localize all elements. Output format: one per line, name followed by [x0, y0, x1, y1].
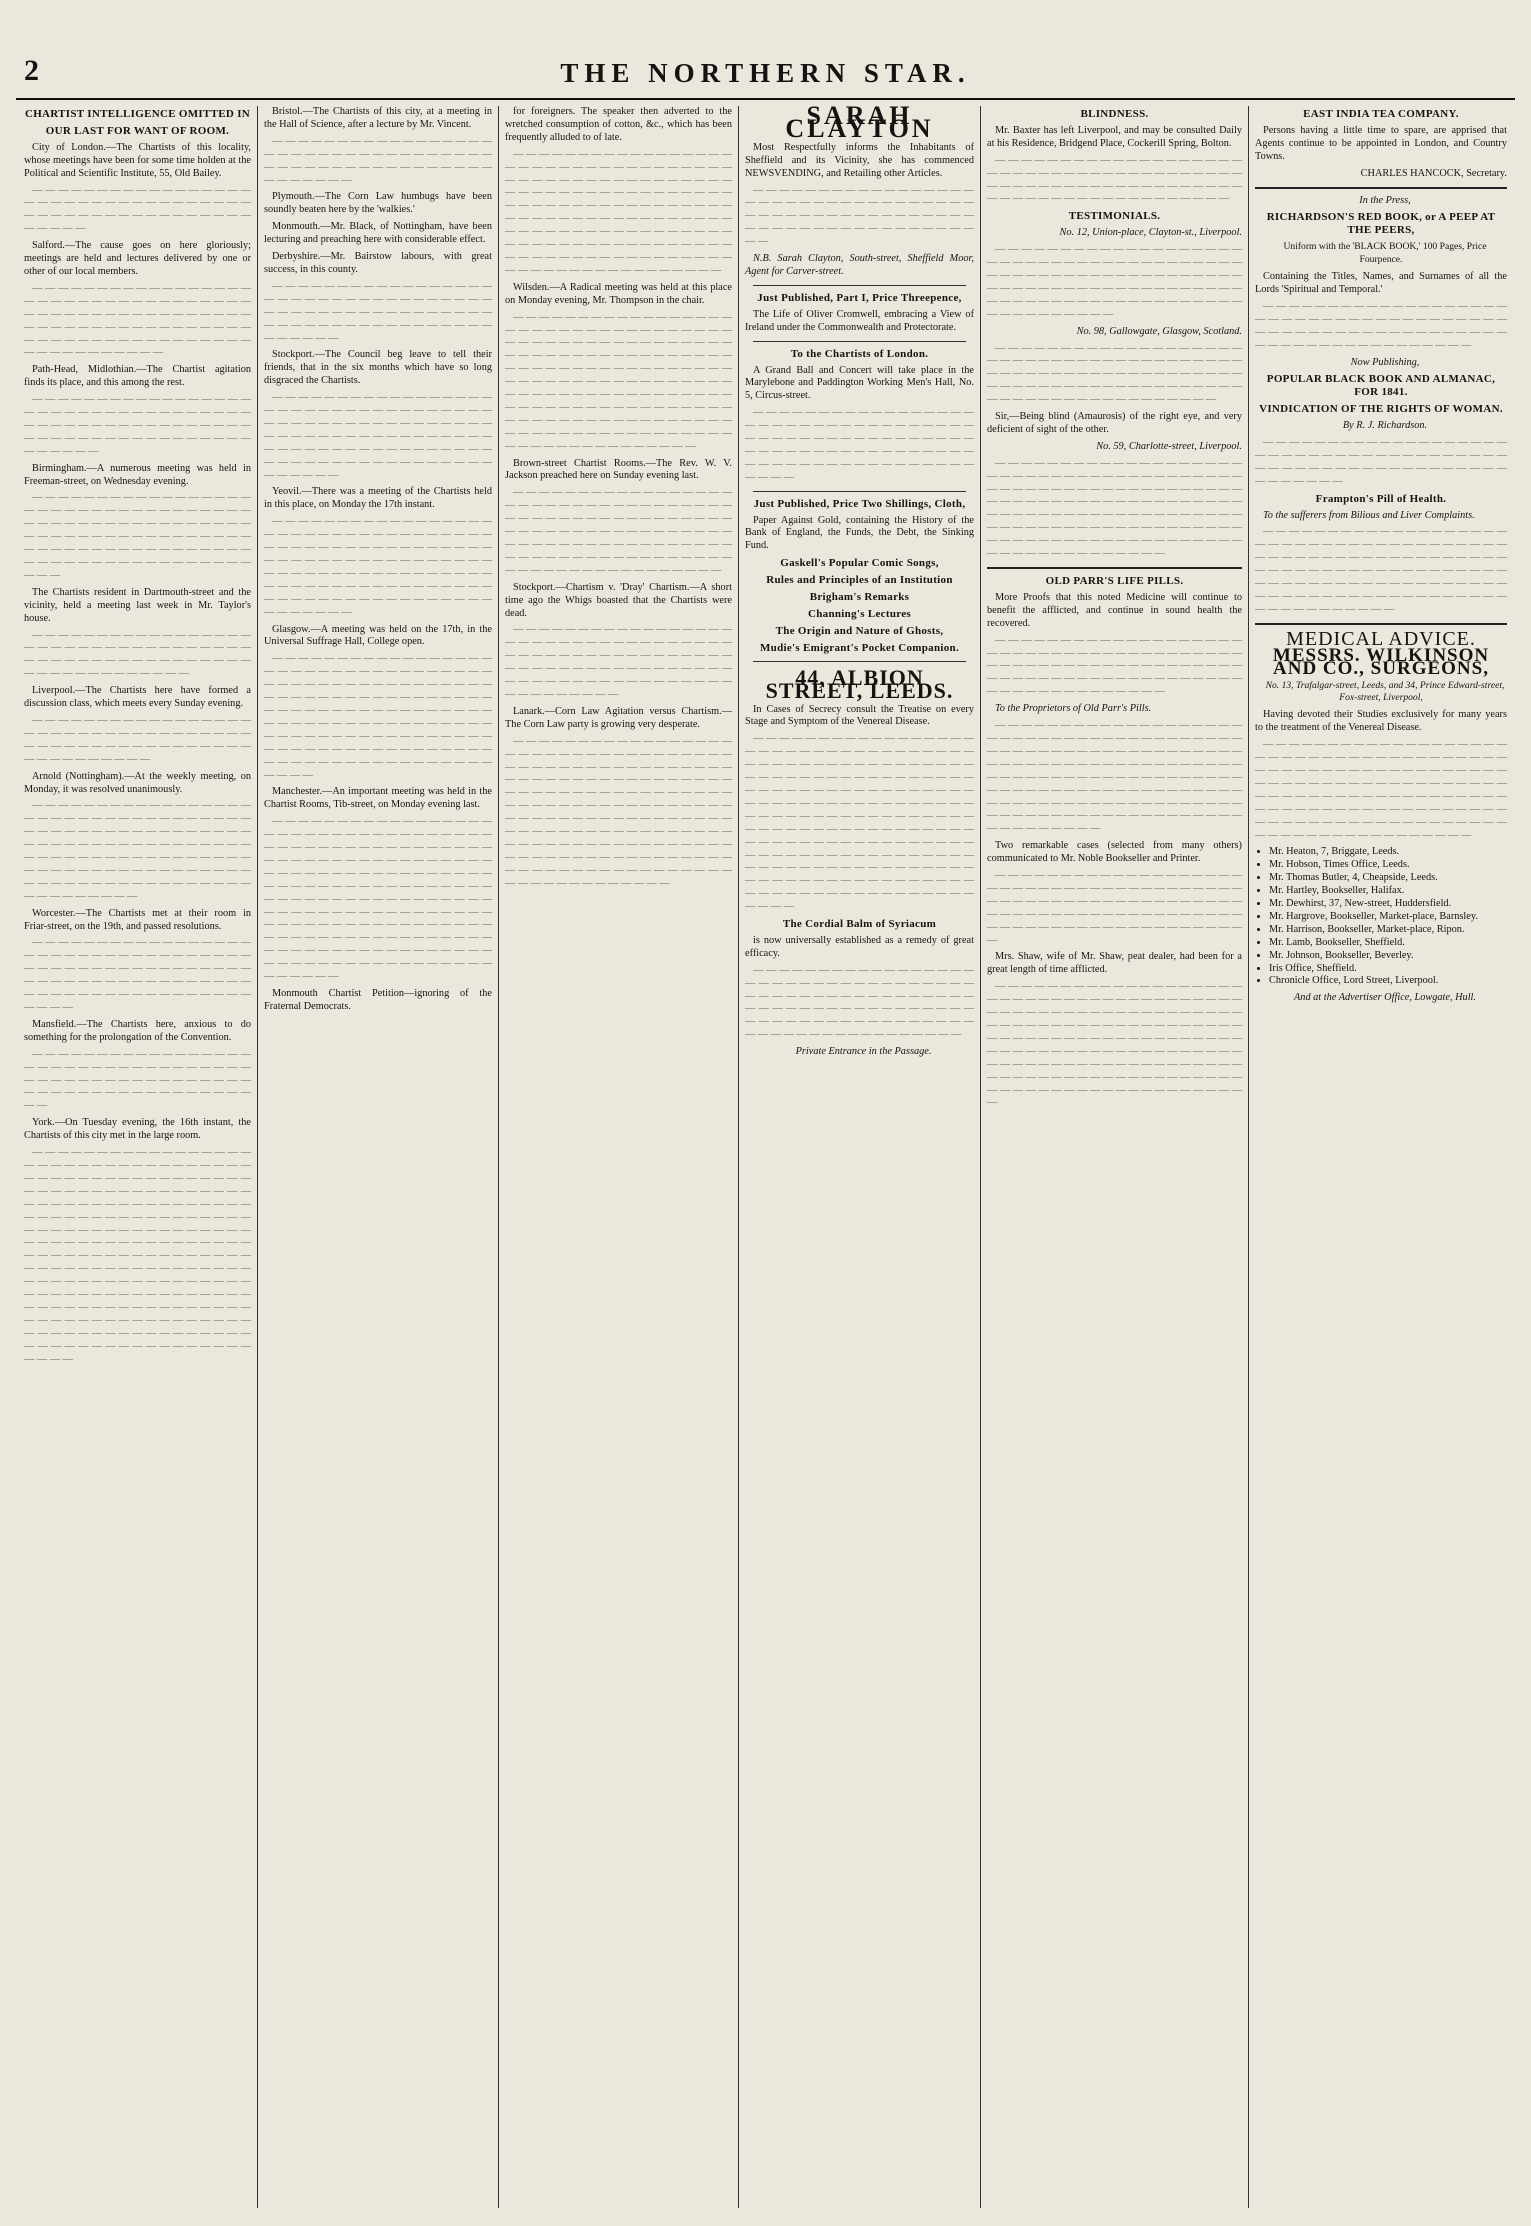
agent-item: • Mr. Heaton, 7, Briggate, Leeds. — [1269, 846, 1507, 859]
text-block: — — — — — — — — — — — — — — — — — — — — — — — — — — — — — — — — — — — — — — — — — — — — — — — — — — — — — — — — — — — — — — — — — — — — — — — — — — — — — — — — — — — — — — — — — — [745, 407, 974, 483]
text-block: — — — — — — — — — — — — — — — — — — — — — — — — — — — — — — — — — — — — — — — — — — — — — — — — — — — — — — — — — — — — — — — — — — — — — — — — — — — — — — — — — — — — — — — — — — — — — — — — — — — — — — — — — — [24, 492, 251, 581]
ad-subtitle: Uniform with the 'BLACK BOOK,' 100 Pages, Price Fourpence. — [1283, 241, 1487, 266]
text-block: — — — — — — — — — — — — — — — — — — — — — — — — — — — — — — — — — — — — — — — — — — — — — — — — — — — — — — — — — — — — — — — — — — — — — — — — — — — — — — — — — — — — — — — — — — — — — — — — — — — — — — — — — — — — — — — — — — — — — — — — — — — — — — — — — [24, 800, 251, 902]
text-block: — — — — — — — — — — — — — — — — — — — — — — — — — — — — — — — — — — — — — — — — — — — — — — — — — — — — — — — — — — — — — — — — — — — — — — — — — — — — — — — — — — — — — — — — — — — — — — — — — — — — — — — — — — — — — — — — — — — — — — — — — — — — — — [1255, 526, 1507, 615]
ad-title: Mudie's Emigrant's Pocket Companion. — [759, 641, 960, 654]
article-paragraph: Glasgow.—A meeting was held on the 17th, in the Universal Suffrage Hall, College open. — [264, 623, 492, 648]
ad-title: VINDICATION OF THE RIGHTS OF WOMAN. — [1259, 403, 1503, 416]
ad-title: POPULAR BLACK BOOK AND ALMANAC, FOR 1841. — [1266, 373, 1496, 399]
section-subheading: OUR LAST FOR WANT OF ROOM. — [45, 124, 230, 137]
ad-title: Just Published, Price Two Shillings, Cloth, — [753, 497, 966, 510]
column-1 — [18, 106, 258, 2208]
text-block: — — — — — — — — — — — — — — — — — — — — — — — — — — — — — — — — — — — — — — — — — — — — — — — — — — — — — — — — — — — — — — — — — — — — — — — — — — — — — — — — — — — — — — — — — — — — — — — — — — — — — — — — — — — — — — — — — — — — — — — — — — — — — — — — — — — — — — — — — — — — — — — — — — — — — — — — — — — — — — — — — — — — — — — — — — — — — — — — — — — — — — — — — — — — — — — — — — — — — — — — — — — — — — — — — — — [264, 816, 492, 983]
ad-text: A Grand Ball and Concert will take place in the Marylebone and Paddington Working Men's Hall, No. 5, Circus-street. — [745, 364, 974, 402]
ad-address: No. 13, Trafalgar-street, Leeds, and 34, Prince Edward-street, Fox-street, Liverpool, — [1265, 679, 1505, 704]
section-heading: TESTIMONIALS. — [1068, 210, 1161, 223]
text-block: — — — — — — — — — — — — — — — — — — — — — — — — — — — — — — — — — — — — — — — — — — — — — — — — — — — — — — — — — — — — — — — — — — — — — — — [745, 184, 974, 248]
ad-text: The Life of Oliver Cromwell, embracing a View of Ireland under the Commonwealth and Protectorate. — [745, 308, 974, 333]
ad-footer: And at the Advertiser Office, Lowgate, Hull. — [1294, 992, 1476, 1004]
text-block: — — — — — — — — — — — — — — — — — — — — — — — — — — — — — — — — — — — — — — — — — — — — — — — — — — — — — — — — — — — — — — — — — — — — — — — — — — — — — — — — — — — — — — — — — — — — — — — — — — — — — — — — — — — — — — — — — — — — — — — — — — — — — — — — — — — — — — — — — — — — — — — — — — — — — — — — — — — — — — [264, 653, 492, 781]
article-paragraph: for foreigners. The speaker then adverted to the wretched consumption of cotton, &c., which has been frequently alluded to of late. — [505, 106, 732, 143]
article-paragraph: Worcester.—The Chartists met at their room in Friar-street, on the 19th, and passed resolutions. — [24, 907, 251, 932]
divider — [753, 285, 966, 286]
agent-item: • Mr. Harrison, Bookseller, Market-place, Ripon. — [1269, 924, 1507, 937]
text-block: — — — — — — — — — — — — — — — — — — — — — — — — — — — — — — — — — — — — — — — — — — — — — — — — — — — — — — — — — — — — — — — — — — — — — — — — — — — — — — — — — — — — — — — — — — — — — — — — — — — — — — — — — — — — — — — — — — — — — — — — — — — — — — — — — — — — — — — — — — — — — — — — — — — — — — — — — — — — — — — — — — — — — — — — — — — — — — — — — — — — — — — — — — — — — — — — — — — — — — — — — — — — — — — — — — — — — — — — — — — — — — — — — — [745, 733, 974, 913]
article-paragraph: Monmouth.—Mr. Black, of Nottingham, have been lecturing and preaching here with considerable effect. — [264, 221, 492, 246]
text-block: — — — — — — — — — — — — — — — — — — — — — — — — — — — — — — — — — — — — — — — — — — — — — — — — — — — — — — — — — — — — — — — — — — — — — — — — — — — — — — — — — — — — — — — — — — — — — — — — — — — — — — — [745, 964, 974, 1041]
ad-title: Rules and Principles of an Institution — [766, 574, 953, 587]
article-paragraph: Mansfield.—The Chartists here, anxious to do something for the prolongation of the Convention. — [24, 1018, 251, 1043]
article-paragraph: Stockport.—Chartism v. 'Dray' Chartism.—A short time ago the Whigs boasted that the Chartists were dead. — [505, 581, 732, 619]
ad-text: More Proofs that this noted Medicine will continue to benefit the afflicted, and continue in sound health the recovered. — [987, 591, 1242, 629]
ad-text: Containing the Titles, Names, and Surnames of all the Lords 'Spiritual and Temporal.' — [1255, 271, 1507, 295]
ad-text: In Cases of Secrecy consult the Treatise on every Stage and Symptom of the Venereal Disease. — [745, 703, 974, 728]
text-block: — — — — — — — — — — — — — — — — — — — — — — — — — — — — — — — — — — — — — — — — — — — — — — — — — — — — — — — — — — — — — — [24, 714, 251, 765]
text-block: — — — — — — — — — — — — — — — — — — — — — — — — — — — — — — — — — — — — — — — — — — — — — — — — — — — — — — — — — — — — — — — — — — — — — — — — — — — [24, 394, 251, 457]
ad-title: 44, ALBION STREET, LEEDS. — [765, 664, 954, 703]
article-paragraph: Brown-street Chartist Rooms.—The Rev. W. V. Jackson preached here on Sunday evening last. — [505, 457, 732, 482]
ad-title: The Origin and Nature of Ghosts, — [775, 624, 944, 637]
article-paragraph: Bristol.—The Chartists of this city, at a meeting in the Hall of Science, after a lecture by Mr. Vincent. — [264, 106, 492, 130]
article-paragraph: Plymouth.—The Corn Law humbugs have been soundly beaten here by the 'walkies.' — [264, 191, 492, 216]
article-paragraph: Birmingham.—A numerous meeting was held in Freeman-street, on Wednesday evening. — [24, 462, 251, 487]
agent-item: • Mr. Thomas Butler, 4, Cheapside, Leeds. — [1269, 872, 1507, 885]
page-number: 2 — [24, 54, 39, 87]
ad-text: Persons having a little time to spare, are apprised that Agents continue to be appointed in London, and Country Towns. — [1255, 124, 1507, 162]
ad-title: To the Chartists of London. — [790, 347, 929, 360]
text-block: — — — — — — — — — — — — — — — — — — — — — — — — — — — — — — — — — — — — — — — — — — — — — — — — — — — — — — — — — — — — — — — — — — — — — — — — — — — — — — — — — — — — — — — — — — — — — — — — — — — — — — — — — — — — — [264, 392, 492, 481]
text-block: — — — — — — — — — — — — — — — — — — — — — — — — — — — — — — — — — — — — — — — — — — — — — — — — — — — — — — — — — — — — — — — — — [24, 629, 251, 680]
ad-text: Mrs. Shaw, wife of Mr. Shaw, peat dealer, had been for a great length of time afflicted. — [987, 951, 1242, 976]
text-block: — — — — — — — — — — — — — — — — — — — — — — — — — — — — — — — — — — — — — — — — — — — — — — — — — — — — — — — — — — — — — — — — — — — — — — — — — — — — — — — — — — — — — — — — — — — — — — [987, 634, 1242, 698]
divider — [753, 661, 966, 662]
article-paragraph: Monmouth Chartist Petition—ignoring of the Fraternal Democrats. — [264, 988, 492, 1012]
ad-title: OLD PARR'S LIFE PILLS. — [1045, 575, 1184, 587]
columns — [18, 106, 1513, 2208]
text-block: — — — — — — — — — — — — — — — — — — — — — — — — — — — — — — — — — — — — — — — — — — — — — — — — — — — — — — — — — — — — — — — — — — — — — — — — — — — — — — — — — — — — — — — — — — — — — — — — — — — — — — — — — — — — — — — — — — — — — — — — — — — — — — — — — — — — — — — — — — — — — — — — — — — — — — — — — — — — — — — — — — — — — — — — — — — — — — — — — — — — — — — — — — — — — — — — — — — — — — — — — [505, 735, 732, 889]
text-block: — — — — — — — — — — — — — — — — — — — — — — — — — — — — — — — — — — — — — — — — — — — — — — — — — — — — — — — — — — — — — — — — — — — — — — — — — — — — — — — — — — — — — — — — — — — — — — — — — — [987, 342, 1242, 406]
ad-text: To the sufferers from Bilious and Liver Complaints. — [1263, 509, 1475, 521]
article-paragraph: Salford.—The cause goes on here gloriously; meetings are held and lectures delivered by one or other of our local members. — [24, 240, 251, 277]
article-paragraph: Liverpool.—The Chartists here have formed a discussion class, which meets every Sunday evening. — [24, 685, 251, 710]
newspaper-title: THE NORTHERN STAR. — [560, 58, 971, 88]
ad-title: Just Published, Part I, Price Threepence, — [757, 291, 962, 304]
article-paragraph: Arnold (Nottingham).—At the weekly meeting, on Monday, it was resolved unanimously. — [24, 770, 251, 795]
text-block: — — — — — — — — — — — — — — — — — — — — — — — — — — — — — — — — — — — — — — — — — — — — — — — — — — — — — — — — — — — — — — — — — — — — — — — — — — — — — — — — — — — — — — — — — — — — — — — — — — — — — — — — — — — — — — [987, 244, 1242, 320]
text-block: — — — — — — — — — — — — — — — — — — — — — — — — — — — — — — — — — — — — — — — — — — — — — — — — — — — — — — — — — [24, 184, 251, 235]
text-block: — — — — — — — — — — — — — — — — — — — — — — — — — — — — — — — — — — — — — — — — — — — — — — — — — — — — — — — — — — — — — — — — — — — — — — — — — — — — — — — — — — — — — — — — — — — — — — — [505, 624, 732, 700]
article-paragraph: City of London.—The Chartists of this locality, whose meetings have been for some time holden at the Political and Scientific Institute, 55, Old Bailey. — [24, 141, 251, 179]
ad-title: EAST INDIA TEA COMPANY. — [1303, 108, 1459, 120]
agent-item: • Mr. Hobson, Times Office, Leeds. — [1269, 859, 1507, 872]
ad-text: Two remarkable cases (selected from many others) communicated to Mr. Noble Bookseller and Printer. — [987, 840, 1242, 865]
article-paragraph: Stockport.—The Council beg leave to tell their friends, that in the six months which have so long disgraced the Chartists. — [264, 349, 492, 387]
testimonial-text: Sir,—Being blind (Amaurosis) of the right eye, and very deficient of sight of the other. — [987, 411, 1242, 435]
ad-title: MESSRS. WILKINSON AND CO., SURGEONS, — [1272, 644, 1490, 679]
text-block: — — — — — — — — — — — — — — — — — — — — — — — — — — — — — — — — — — — — — — — — — — — — — — — — — — — — — — — — — — — — — — — — — — — — — — — — — — — — — — — — — — — — — — — — — — — — — — — — — — — — — — — — — — — — — — — — — — — — — — — — — — — — — — — — — — — — — — — — — — — — — — — — — — — — — — — — — — — — — — — — — — — — — — — — — — — — — — — — — — — — — — — — — — [505, 311, 732, 452]
column-2 — [258, 106, 499, 2208]
text-block: — — — — — — — — — — — — — — — — — — — — — — — — — — — — — — — — — — — — — — — — — — — — — — — — — — — — — — — — — — — — — — — — — — — — — — — — — — — — — — — — — — — — — — — — — — — — — — — — — — — — — — — — — — — — — — — — — — — — — — — — [505, 487, 732, 576]
testimonial-address: No. 12, Union-place, Clayton-st., Liverpool. — [1059, 227, 1242, 239]
ad-footer: Private Entrance in the Passage. — [795, 1046, 932, 1058]
divider — [1255, 623, 1507, 625]
article-paragraph: Wilsden.—A Radical meeting was held at this place on Monday evening, Mr. Thompson in the chair. — [505, 281, 732, 306]
divider — [1255, 187, 1507, 189]
ad-title: Frampton's Pill of Health. — [1315, 492, 1447, 505]
text-block: — — — — — — — — — — — — — — — — — — — — — — — — — — — — — — — — — — — — — — — — — — — — — — — — — — — — — — — — — — — — — — — — — — — — — — — — — — — — — — — [987, 154, 1242, 205]
article-paragraph: Derbyshire.—Mr. Bairstow labours, with great success, in this county. — [264, 251, 492, 275]
divider — [987, 567, 1242, 569]
article-paragraph: Manchester.—An important meeting was held in the Chartist Rooms, Tib-street, on Monday evening last. — [264, 786, 492, 811]
testimonial-address: No. 59, Charlotte-street, Liverpool. — [1096, 440, 1242, 452]
article-paragraph: Lanark.—Corn Law Agitation versus Chartism.—The Corn Law party is growing very desperate. — [505, 705, 732, 730]
text-block: — — — — — — — — — — — — — — — — — — — — — — — — — — — — — — — — — — — — — — — — — — — — — — — — — — — — — — — — — — — — — — — — — — — — — — — — — — — [264, 280, 492, 344]
article-paragraph: The Chartists resident in Dartmouth-street and the vicinity, held a meeting last week in Mr. Taylor's house. — [24, 586, 251, 624]
column-4 — [739, 106, 981, 2208]
column-3 — [499, 106, 739, 2208]
text-block: — — — — — — — — — — — — — — — — — — — — — — — — — — — — — — — — — — — — — — — — — — — — — — — — — — — — — — — — — — — — — — — — — — — — — — — — — — — — — — — — — — — — — — — — — — — — — — — — — — — — — [987, 870, 1242, 946]
agent-item: • Mr. Dewhirst, 37, New-street, Huddersfield. — [1269, 898, 1507, 911]
agent-item: • Iris Office, Sheffield. — [1269, 963, 1507, 976]
ad-title: RICHARDSON'S RED BOOK, or A PEEP AT THE PEERS, — [1266, 211, 1496, 237]
text-block: — — — — — — — — — — — — — — — — — — — — — — — — — — — — — — — — — — — — — — — — — — — — — — — — — — — — — — — — — — — — — — — — — — — — — — — — — — — — — — — — — — — — — — — — — — — — — — — — — — — — — — — — — — — — — — — — — — — — — — — — — — — — — — — — — — — — — — — — — — — — — — — — — — — — — — — — — — [987, 457, 1242, 560]
ad-text: Paper Against Gold, containing the History of the Bank of England, the Funds, the Debt, the Sinking Fund. — [745, 514, 974, 552]
ad-title: SARAH CLAYTON — [785, 106, 934, 143]
ad-title: Gaskell's Popular Comic Songs, — [780, 557, 939, 570]
text-block: — — — — — — — — — — — — — — — — — — — — — — — — — — — — — — — — — — — — — — — — — — — — — — — — — — — — — — — — — — — — — — — — — — — — — — — — — — — — — — — — — — — — — — — — — — — — — — — — — — — — — — — — — — — — — — — — — — — — — — — — — — — — — — — — — — — — — — — — — — — — — — — — — — — — — — — — — — — — — — — — — — — — — — — — — [987, 720, 1242, 835]
ad-title: Brigham's Remarks — [809, 591, 910, 604]
article-paragraph: Yeovil.—There was a meeting of the Chartists held in this place, on Monday the 17th instant. — [264, 486, 492, 511]
ad-title: MEDICAL ADVICE. — [1286, 627, 1476, 650]
ad-signature: N.B. Sarah Clayton, South-street, Sheffield Moor, Agent for Carver-street. — [745, 253, 974, 277]
ad-text: Having devoted their Studies exclusively for many years to the treatment of the Venereal Disease. — [1255, 709, 1507, 734]
publishing-notice: Now Publishing, — [1350, 356, 1420, 368]
ad-signature: To the Proprietors of Old Parr's Pills. — [995, 703, 1152, 715]
text-block: — — — — — — — — — — — — — — — — — — — — — — — — — — — — — — — — — — — — — — — — — — — — — — — — — — — — — — — — — — — [264, 135, 492, 186]
agent-list — [1255, 846, 1507, 988]
section-heading: CHARTIST INTELLIGENCE OMITTED IN — [24, 108, 251, 120]
testimonial-address: No. 98, Gallowgate, Glasgow, Scotland. — [1076, 325, 1242, 337]
article-paragraph: Path-Head, Midlothian.—The Chartist agitation finds its place, and this among the rest. — [24, 364, 251, 389]
text-block: — — — — — — — — — — — — — — — — — — — — — — — — — — — — — — — — — — — — — — — — — — — — — — — — — — — — — — — — — — — — — — — — — [1255, 437, 1507, 487]
ad-author: By R. J. Richardson. — [1342, 420, 1428, 432]
ad-title: Channing's Lectures — [808, 608, 911, 620]
text-block: — — — — — — — — — — — — — — — — — — — — — — — — — — — — — — — — — — — — — — — — — — — — — — — — — — — — — — — — — — — — — — — — — — — — — — — [24, 1048, 251, 1112]
ad-text: Mr. Baxter has left Liverpool, and may be consulted Daily at his Residence, Bridgend Place, Cockerill Spring, Bolton. — [987, 124, 1242, 149]
agent-item: • Mr. Hargrove, Bookseller, Market-place, Barnsley. — [1269, 911, 1507, 924]
column-5 — [981, 106, 1249, 2208]
text-block: — — — — — — — — — — — — — — — — — — — — — — — — — — — — — — — — — — — — — — — — — — — — — — — — — — — — — — — — — — — — — — — — — — — — — — — — — — — — — — — — — — — — — — — — — — — — — — — — — — — — — — — — — — — — — — — — — — — — — — — — — — — — — — — — — — — — — — — — — — — — — — — — — — — — — — — [1255, 739, 1507, 841]
article-paragraph: York.—On Tuesday evening, the 16th instant, the Chartists of this city met in the large room. — [24, 1117, 251, 1142]
masthead-rule — [16, 98, 1515, 100]
text-block: — — — — — — — — — — — — — — — — — — — — — — — — — — — — — — — — — — — — — — — — — — — — — — — — — — — — — — — — — — — — — — — — — — — — — — — — — — — [1255, 300, 1507, 351]
divider — [753, 491, 966, 492]
ad-signature: CHARLES HANCOCK, Secretary. — [1360, 167, 1507, 179]
text-block: — — — — — — — — — — — — — — — — — — — — — — — — — — — — — — — — — — — — — — — — — — — — — — — — — — — — — — — — — — — — — — — — — — — — — — — — — — — — — — — — — — — — — — — — — — — — — — — — — [24, 282, 251, 359]
agent-item: • Mr. Johnson, Bookseller, Beverley. — [1269, 950, 1507, 963]
text-block: — — — — — — — — — — — — — — — — — — — — — — — — — — — — — — — — — — — — — — — — — — — — — — — — — — — — — — — — — — — — — — — — — — — — — — — — — — — — — — — — — — — — — — — — — — — — — — — — — — — — — — — — — — — — — — — — — — — — — — — — — — — — — — — — — — — — — — — — — — — — — — — — — — — — — — — — — — — — — — — — — — — — — — — — — — — — — — — — — — — — — [987, 981, 1242, 1109]
ad-title: BLINDNESS. — [1080, 108, 1149, 120]
text-block: — — — — — — — — — — — — — — — — — — — — — — — — — — — — — — — — — — — — — — — — — — — — — — — — — — — — — — — — — — — — — — — — — — — — — — — — — — — — — — — — — — — — — — — — — — — — — — — — — — — — — — — — — — — — — — — — — — — — — — — — — — — — — — — [264, 516, 492, 618]
text-block: — — — — — — — — — — — — — — — — — — — — — — — — — — — — — — — — — — — — — — — — — — — — — — — — — — — — — — — — — — — — — — — — — — — — — — — — — — — — — — — — — — — — — — — — — — — — — — — — — — — — — — — — — — — — — — — — — — — — — — — — — — — — — — — — — — — — — — — — — — — — — — — — — — — — — — — — — — — — — — — — — — — — — — — — — — — [505, 148, 732, 276]
ad-text: is now universally established as a remedy of great efficacy. — [745, 934, 974, 959]
masthead — [0, 52, 1531, 92]
ad-title: The Cordial Balm of Syriacum — [782, 918, 937, 931]
press-notice: In the Press, — [1359, 194, 1411, 206]
divider — [753, 341, 966, 342]
column-6 — [1249, 106, 1513, 2208]
ad-text: Most Respectfully informs the Inhabitants of Sheffield and its Vicinity, she has commenced NEWSVENDING, and Retailing other Articles. — [745, 141, 974, 179]
agent-item: • Mr. Lamb, Bookseller, Sheffield. — [1269, 937, 1507, 950]
agent-item: • Chronicle Office, Lord Street, Liverpool. — [1269, 975, 1507, 988]
agent-item: • Mr. Hartley, Bookseller, Halifax. — [1269, 885, 1507, 898]
text-block: — — — — — — — — — — — — — — — — — — — — — — — — — — — — — — — — — — — — — — — — — — — — — — — — — — — — — — — — — — — — — — — — — — — — — — — — — — — — — — — — — — — — — — — — — — — — — — — — — — — — — — — — — — — — — — — — — — — — — — — — — — — — — — — — — — — — — — — — — — — — — — — — — — — — — — — — — — — — — — — — — — — — — — — — — — — — — — — — — — — — — — — — — — — — — — — — — — — — — — — — — — — — — — — — — — — — — — — — — — — — — — — — — — — — — — — — — — — — — — — — — — — — — — — — — — — — — — — — — — — — — — — — — — — — — — — — — — — — — [24, 1147, 251, 1365]
text-block: — — — — — — — — — — — — — — — — — — — — — — — — — — — — — — — — — — — — — — — — — — — — — — — — — — — — — — — — — — — — — — — — — — — — — — — — — — — — — — — — — — — — — — — — — — [24, 937, 251, 1013]
